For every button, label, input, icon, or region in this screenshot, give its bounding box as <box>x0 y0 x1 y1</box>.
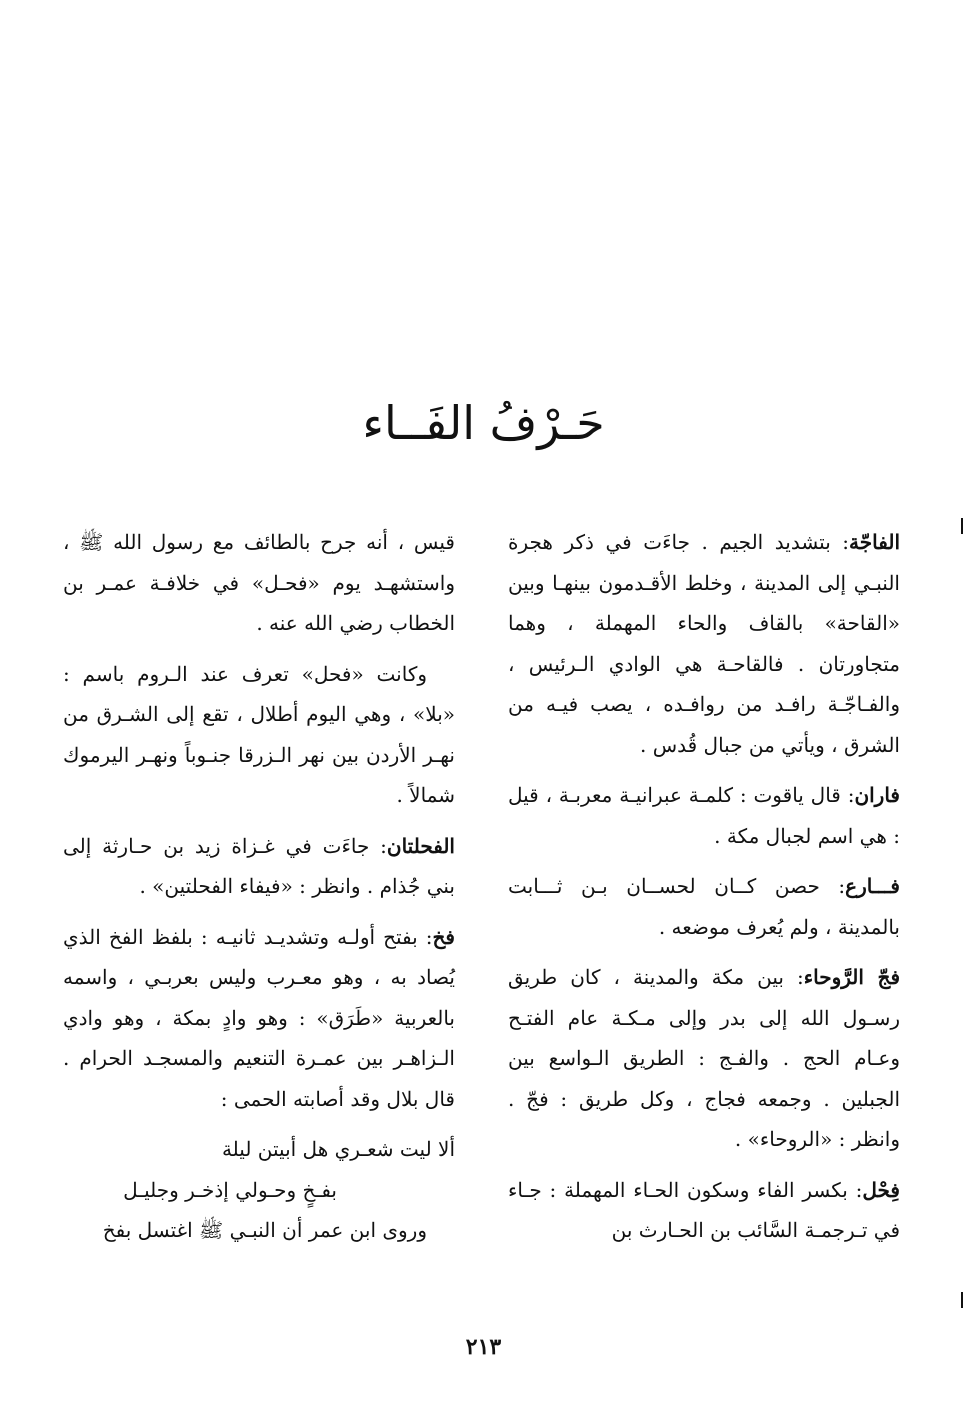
page-number: ٢١٣ <box>465 1334 502 1360</box>
closing-line: وروى ابن عمر أن النبـي ﷺ اغتسل بفخ <box>102 1218 427 1242</box>
entry-alfajja <box>508 522 900 765</box>
edge-mark <box>961 518 963 534</box>
entry-text: : قال ياقوت : كلمـة عبرانيـة معربـة ، قيل : هي اسم لجبال مكة . <box>508 783 900 848</box>
entry-head: الفحلتان <box>386 833 455 858</box>
entry-text: : جاءَت في غـزاة زيد بن حـارثة إلى بني جُذام . وانظر : «فيفاء الفحلتين» . <box>63 833 455 898</box>
entry-faran <box>508 775 900 856</box>
entry-head: فخ <box>432 924 455 949</box>
page-title: حَـرْفُ الفَــاء <box>362 396 605 450</box>
left-column <box>63 522 455 1261</box>
entry-text: : بتشديد الجيم . جاءَت في ذكر هجرة النبـي إلى المدينة ، وخلط الأقـدمون بينهـا وبين «القاحة» بالقاف والحاء المهملة ، وهما متجاورتان . فالقاحـة هي الوادي الـرئيس ، والفـاجّـة رافـد من روافـده ، يصب فيـه من الشرق ، ويأتي من جبال قُدس . <box>508 530 900 757</box>
entry-head: فجّ الرَّوحاء <box>803 965 901 989</box>
right-column <box>508 522 900 1261</box>
entry-fakh <box>63 917 455 1120</box>
fihl-continuation: قيس ، أنه جرح بالطائف مع رسول الله ﷺ ، واستشهـد يوم «فحـل» في خلافـة عمـر بن الخطاب رضي الله عنه . <box>63 530 455 635</box>
entry-fari <box>508 866 900 947</box>
poem-line-second: بفـخٍ وحـولي إذخـر وجليـل <box>123 1177 337 1202</box>
entry-head: فاران <box>854 783 900 807</box>
entry-text: : بكسر الفاء وسكون الحـاء المهملة : جـاء في تـرجمـة السَّائب بن الحـارث بن <box>508 1177 900 1242</box>
entry-text: : بين مكة والمدينة ، كان طريق رسـول الله إلى بدر وإلى مـكـة عام الفتـح وعـام الحج . والفـج : الطريق الـواسع بين الجبلين . وجمعه فجاج ، وكل طريق : فجّ . وانظر : «الروحاء» . <box>508 965 900 1151</box>
fihl-paragraph: وكانت «فحل» تعرف عند الـروم باسم : «بلا» ، وهي اليوم أطلال ، تقع إلى الشـرق من نهـر الأردن بين نهر الـزرقا جنـوباً ونهـر اليرموك شمالاً . <box>63 661 455 807</box>
entry-fihl <box>508 1170 900 1251</box>
entry-head: الفاجّة <box>849 530 900 554</box>
entry-head: فِحْل <box>862 1177 900 1202</box>
entry-head: فـــارع <box>845 874 900 898</box>
poem-line-first: ألا ليت شعـري هل أبيتن ليلة <box>221 1137 455 1161</box>
entry-alfahlatan <box>63 826 455 907</box>
entry-text: : حصن كــان لحســان بـن ثـــابت بالمدينة ، ولم يُعرف موضعه . <box>508 874 900 939</box>
entry-fajj-alrawha <box>508 957 900 1160</box>
edge-mark <box>961 1292 963 1308</box>
entry-text: : بفتح أولـه وتشديـد ثانيـه : بلفظ الفخ الذي يُصاد به ، وهو معـرب وليس بعربـي ، واسمه بالعربية «طَرَق» : وهو وادٍ بمكة ، وهو وادي الـزاهـر بين عمـرة التنعيم والمسجـد الحرام . قال بلال وقد أصابته الحمى : <box>63 924 455 1111</box>
